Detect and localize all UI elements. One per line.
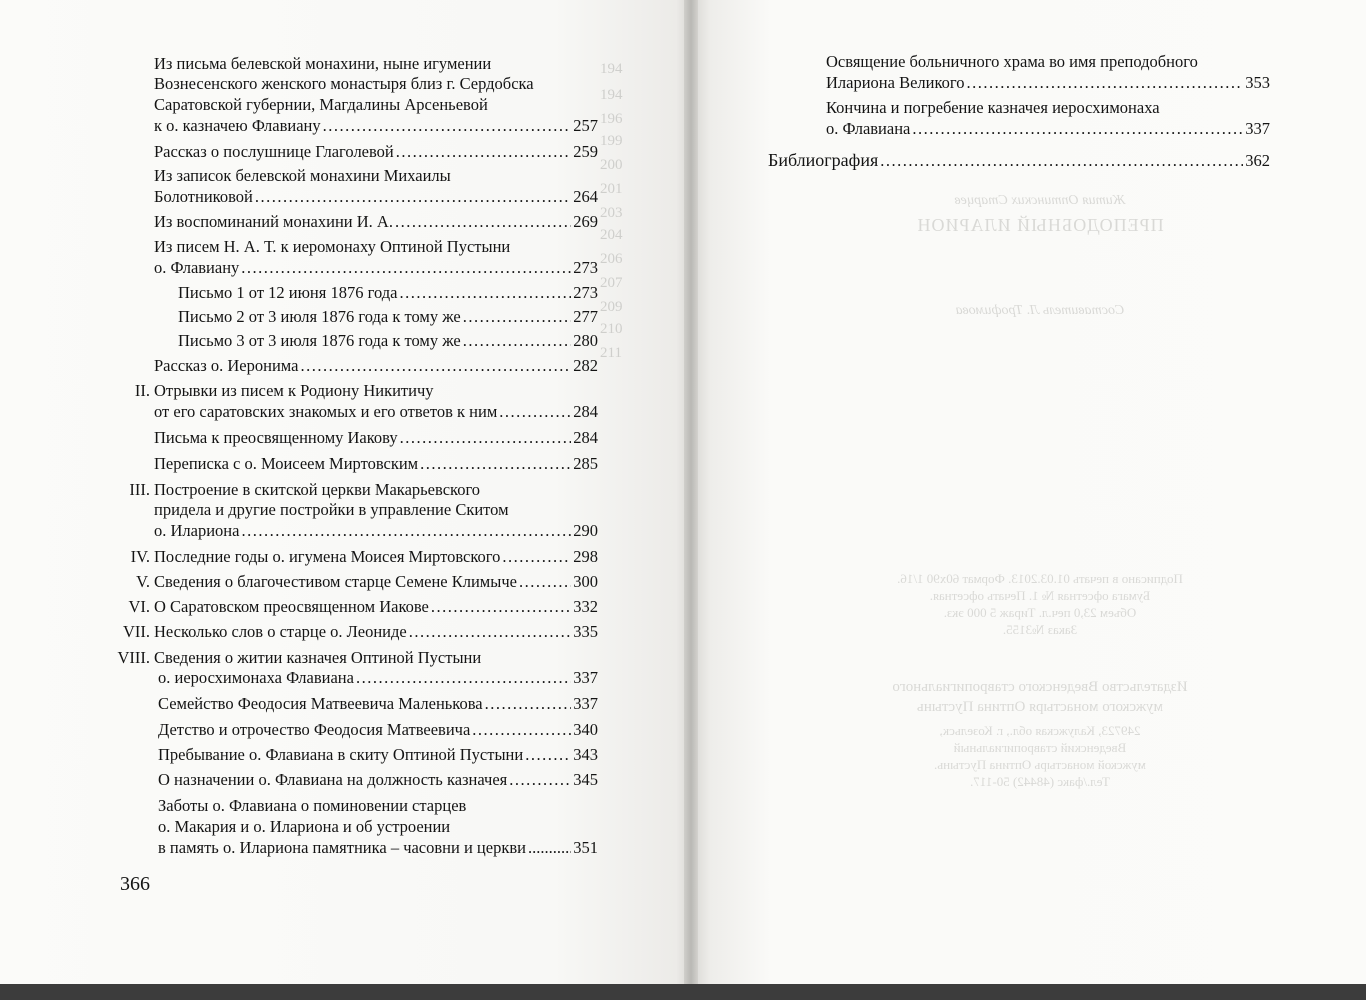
toc-entry-text: от его саратовских знакомых и его ответов к ним xyxy=(154,402,498,421)
bleed-text: Жития Оптинских Старцев xyxy=(954,193,1126,208)
toc-entry-row xyxy=(158,745,598,765)
toc-leader-dots xyxy=(396,142,571,162)
bleed-number: 194 xyxy=(600,87,623,103)
toc-entry-text: Построение в скитской церкви Макарьевского xyxy=(154,480,481,499)
toc-entry-row xyxy=(158,720,598,740)
toc-page-number: 298 xyxy=(573,547,598,566)
toc-leader-dots xyxy=(502,547,571,567)
toc-entry-text: Письма к преосвященному Иакову xyxy=(154,428,398,447)
toc-page-number: 345 xyxy=(573,770,598,789)
toc-leader-dots xyxy=(525,745,571,765)
toc-entry-row xyxy=(154,356,598,376)
toc-entry-text: Семейство Феодосия Матвеевича Маленькова xyxy=(158,694,483,713)
toc-leader-dots xyxy=(241,258,571,278)
toc-entry-text: Кончина и погребение казначея иеросхимонаха xyxy=(826,98,1160,117)
bleed-text: Составитель Л. Трофимова xyxy=(955,303,1125,318)
toc-leader-dots xyxy=(399,283,571,303)
toc-leader-dots xyxy=(528,838,571,858)
toc-entry-text: Болотниковой xyxy=(154,187,253,206)
toc-entry-row xyxy=(154,212,598,232)
toc-leader-dots xyxy=(420,454,571,474)
toc-entry-text: придела и другие постройки в управление Скитом xyxy=(154,500,509,519)
toc-entry-row xyxy=(154,142,598,162)
toc-leader-dots xyxy=(409,622,572,642)
section-numeral: IV. xyxy=(130,547,150,566)
toc-leader-dots xyxy=(463,331,572,351)
toc-entry-text: Из воспоминаний монахини И. А. xyxy=(154,212,393,231)
toc-entry-row xyxy=(154,572,598,592)
toc-entry-row xyxy=(154,402,598,422)
toc-entry-text: Освящение больничного храма во имя преподобного xyxy=(826,52,1198,71)
toc-entry-text: О назначении о. Флавиана на должность казначея xyxy=(158,770,508,789)
toc-page-number: 285 xyxy=(573,454,598,473)
bleed-text: мужского монастыря Оптина Пустынь xyxy=(916,699,1164,715)
bleed-number: 200 xyxy=(600,157,623,173)
toc-entry-text: Заботы о. Флавиана о поминовении старцев xyxy=(158,796,467,815)
toc-page-number: 362 xyxy=(1245,151,1270,170)
toc-entry-row xyxy=(154,454,598,474)
toc-entry-text: Из записок белевской монахини Михаилы xyxy=(154,166,451,185)
toc-page-number: 277 xyxy=(573,307,598,326)
toc-leader-dots xyxy=(255,187,571,207)
toc-entry-text: Из письма белевской монахини, ныне игумении xyxy=(154,54,492,73)
toc-entry-text: Несколько слов о старце о. Леониде xyxy=(154,622,407,641)
toc-leader-dots xyxy=(519,572,571,592)
toc-page-number: 284 xyxy=(573,402,598,421)
toc-leader-dots xyxy=(300,356,571,376)
book-gutter xyxy=(684,0,698,984)
toc-entry-text: Илариона Великого xyxy=(826,73,965,92)
toc-page-number: 269 xyxy=(573,212,598,231)
section-numeral: VIII. xyxy=(117,648,150,667)
toc-page-number: 337 xyxy=(1245,119,1270,138)
toc-entry-row xyxy=(178,283,598,303)
bleed-number: 199 xyxy=(600,133,623,149)
toc-leader-dots xyxy=(463,307,572,327)
toc-entry-text: Детство и отрочество Феодосия Матвеевича xyxy=(158,720,471,739)
toc-entry-text: о. Флавиану xyxy=(154,258,240,277)
toc-entry-text: Сведения о житии казначея Оптиной Пустыни xyxy=(154,648,482,667)
toc-page-number: 282 xyxy=(573,356,598,375)
toc-leader-dots xyxy=(472,720,571,740)
toc-entry-text: Письмо 2 от 3 июля 1876 года к тому же xyxy=(178,307,461,326)
toc-leader-dots xyxy=(499,402,571,422)
section-numeral: VII. xyxy=(122,622,150,641)
toc-entry-text: к о. казначею Флавиану xyxy=(154,116,321,135)
toc-entry-text: О Саратовском преосвященном Иакове xyxy=(154,597,429,616)
toc-entry-text: о. Макария и о. Илариона и об устроении xyxy=(158,817,451,836)
toc-page-number: 351 xyxy=(573,838,598,857)
toc-page-number: 300 xyxy=(573,572,598,591)
section-numeral: II. xyxy=(134,381,150,400)
bleed-number: 196 xyxy=(600,111,623,127)
toc-entry-text: Последние годы о. игумена Моисея Миртовского xyxy=(154,547,501,566)
toc-entry-row xyxy=(768,150,1270,171)
bleed-number: 204 xyxy=(600,227,623,243)
toc-entry-text: Рассказ о. Иеронима xyxy=(154,356,299,375)
toc-leader-dots xyxy=(400,428,572,448)
toc-page-number: 332 xyxy=(573,597,598,616)
bleed-number: 201 xyxy=(600,181,623,197)
bleed-number: 209 xyxy=(600,299,623,315)
toc-entry-row xyxy=(178,307,598,327)
toc-entry-text: Вознесенского женского монастыря близ г. Сердобска xyxy=(154,74,534,93)
toc-page-number: 353 xyxy=(1245,73,1270,92)
toc-entry-text: Рассказ о послушнице Глаголевой xyxy=(154,142,394,161)
toc-page-number: 273 xyxy=(573,258,598,277)
bleed-number: 211 xyxy=(600,345,622,361)
toc-leader-dots xyxy=(395,212,571,232)
toc-entry-text: Сведения о благочестивом старце Семене Климыче xyxy=(154,572,517,591)
toc-entry-row xyxy=(154,116,598,136)
toc-entry-text: Из писем Н. А. Т. к иеромонаху Оптиной Пустыни xyxy=(154,237,511,256)
toc-entry-text: Письмо 1 от 12 июня 1876 года xyxy=(178,283,398,302)
toc-page-number: 290 xyxy=(573,521,598,540)
bleed-number: 206 xyxy=(600,251,623,267)
toc-leader-dots xyxy=(431,597,571,617)
toc-entry-text: Саратовской губернии, Магдалины Арсеньевой xyxy=(154,95,488,114)
section-numeral: VI. xyxy=(128,597,150,616)
toc-page-number: 264 xyxy=(573,187,598,206)
bleed-text: Заказ №3155. xyxy=(1002,622,1078,637)
section-numeral: III. xyxy=(129,480,150,499)
bleed-number: 203 xyxy=(600,205,623,221)
toc-page-number: 273 xyxy=(573,283,598,302)
toc-entry-row xyxy=(154,428,598,448)
bleed-text: Объем 23,0 печ.л. Тираж 5 000 экз. xyxy=(943,605,1137,620)
toc-entry-row xyxy=(154,258,598,278)
bleed-text: Введенский ставропигиальный xyxy=(953,740,1127,755)
toc-entry-text: Пребывание о. Флавиана в скиту Оптиной Пустыни xyxy=(158,745,524,764)
toc-page-number: 259 xyxy=(573,142,598,161)
bleed-number: 194 xyxy=(600,61,623,77)
bleed-number: 207 xyxy=(600,275,623,291)
toc-page-number: 343 xyxy=(573,745,598,764)
toc-entry-row xyxy=(158,770,598,790)
toc-entry-text: о. Илариона xyxy=(154,521,240,540)
toc-page-number: 280 xyxy=(573,331,598,350)
right-page xyxy=(690,0,1366,984)
page-number-folio: 366 xyxy=(120,873,150,895)
toc-leader-dots xyxy=(509,770,571,790)
toc-leader-dots xyxy=(880,151,1243,171)
section-numeral: V. xyxy=(136,572,150,591)
toc-entry-row xyxy=(154,622,598,642)
toc-entry-text: в память о. Илариона памятника – часовни и церкви xyxy=(158,838,526,857)
toc-leader-dots xyxy=(241,521,571,541)
toc-entry-text: Письмо 3 от 3 июля 1876 года к тому же xyxy=(178,331,461,350)
toc-page-number: 257 xyxy=(573,116,598,135)
toc-leader-dots xyxy=(967,73,1244,93)
toc-entry-row xyxy=(154,521,598,541)
toc-page-number: 284 xyxy=(573,428,598,447)
bleed-text: Бумага офсетная № 1. Печать офсетная. xyxy=(929,588,1151,603)
bleed-text: Подписано в печать 01.03.2013. Формат 60х90 1/16. xyxy=(897,571,1183,586)
toc-leader-dots xyxy=(323,116,572,136)
toc-entry-row xyxy=(826,119,1270,139)
toc-entry-text: о. иеросхимонаха Флавиана xyxy=(158,668,354,687)
toc-leader-dots xyxy=(356,668,571,688)
toc-entry-text: Переписка с о. Моисеем Миртовским xyxy=(154,454,419,473)
toc-page-number: 337 xyxy=(573,694,598,713)
bleed-text: мужской монастырь Оптина Пустынь. xyxy=(934,757,1146,772)
bleed-text: Издательство Введенского ставропигиального xyxy=(892,679,1188,695)
toc-entry-row xyxy=(158,694,598,714)
toc-entry-row xyxy=(178,331,598,351)
toc-page-number: 335 xyxy=(573,622,598,641)
bleed-text: 249723, Калужская обл., г. Козельск, xyxy=(939,723,1141,738)
toc-page-number: 340 xyxy=(573,720,598,739)
bleed-text: Тел./факс (48442) 50-117. xyxy=(970,774,1110,789)
toc-entry-text: Библиография xyxy=(768,150,879,170)
bleed-text: ПРЕПОДОБНЫЙ ИЛАРИОН xyxy=(916,215,1164,235)
toc-entry-row xyxy=(158,838,598,858)
toc-leader-dots xyxy=(485,694,572,714)
toc-entry-row xyxy=(826,73,1270,93)
toc-page-number: 337 xyxy=(573,668,598,687)
toc-entry-row xyxy=(154,597,598,617)
toc-entry-row xyxy=(154,547,598,567)
toc-entry-row xyxy=(154,187,598,207)
scan-background xyxy=(0,984,1366,1000)
toc-entry-text: о. Флавиана xyxy=(826,119,911,138)
toc-leader-dots xyxy=(912,119,1243,139)
bleed-number: 210 xyxy=(600,321,623,337)
toc-entry-text: Отрывки из писем к Родиону Никитичу xyxy=(154,381,434,400)
toc-entry-row xyxy=(154,668,598,688)
